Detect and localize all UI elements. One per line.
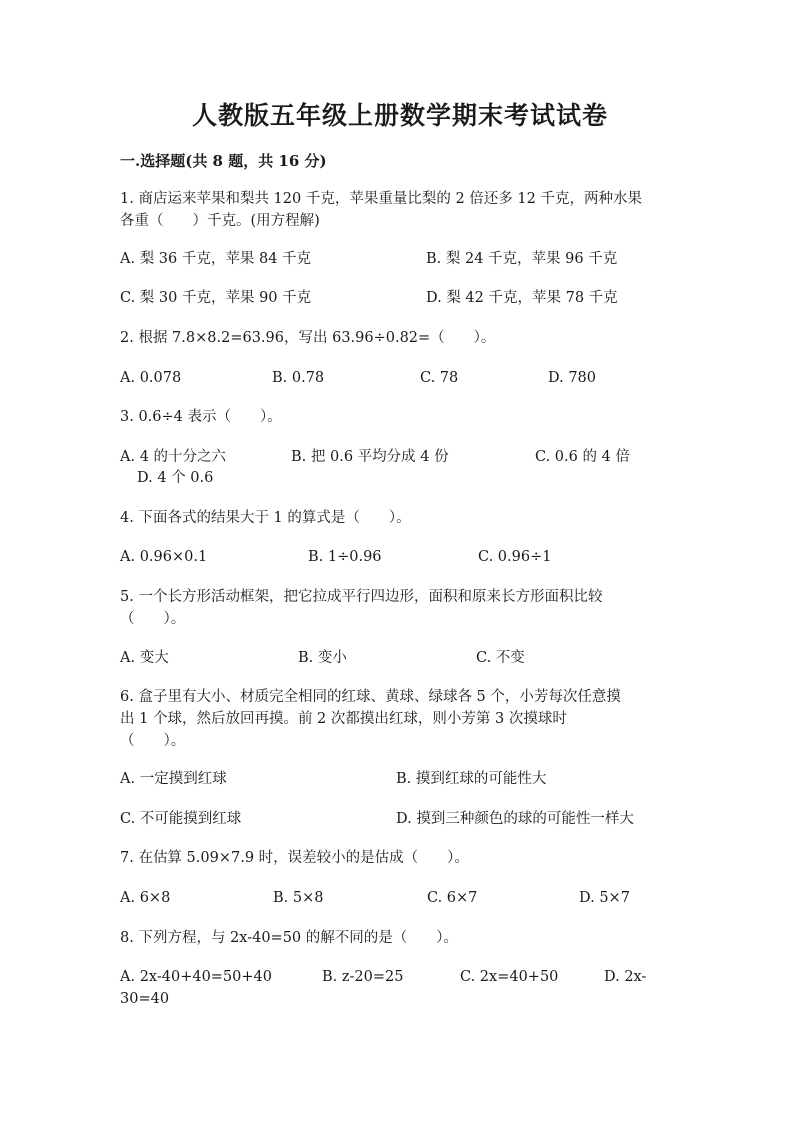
question-6-line-3: （ ）。 xyxy=(120,733,186,749)
question-7-option-b: B. 5×8 xyxy=(273,890,324,906)
question-8-option-a: A. 2x-40+40=50+40 xyxy=(120,969,272,985)
question-1-option-b: B. 梨 24 千克，苹果 96 千克 xyxy=(426,251,618,267)
question-2-option-c: C. 78 xyxy=(420,370,459,386)
question-8-option-b: B. z-20=25 xyxy=(322,969,404,985)
question-5-option-c: C. 不变 xyxy=(476,650,525,666)
question-1-line-2: 各重（ ）千克。(用方程解) xyxy=(120,213,320,229)
question-7-option-d: D. 5×7 xyxy=(579,890,630,906)
question-7-line-1: 7. 在估算 5.09×7.9 时，误差较小的是估成（ ）。 xyxy=(120,850,469,866)
question-3-option-a: A. 4 的十分之六 xyxy=(120,449,227,465)
question-5-line-1: 5. 一个长方形活动框架，把它拉成平行四边形，面积和原来长方形面积比较 xyxy=(120,589,603,605)
question-4-option-c: C. 0.96÷1 xyxy=(478,549,552,565)
question-2-option-b: B. 0.78 xyxy=(272,370,325,386)
question-2-option-d: D. 780 xyxy=(548,370,597,386)
question-5-line-2: （ ）。 xyxy=(120,611,186,627)
question-4-option-a: A. 0.96×0.1 xyxy=(120,549,208,565)
question-7-option-a: A. 6×8 xyxy=(120,890,171,906)
question-7-option-c: C. 6×7 xyxy=(427,890,478,906)
question-6-option-d: D. 摸到三种颜色的球的可能性一样大 xyxy=(396,811,634,827)
question-3-option-d: D. 4 个 0.6 xyxy=(137,470,214,486)
question-1-line-1: 1. 商店运来苹果和梨共 120 千克，苹果重量比梨的 2 倍还多 12 千克，两种水果 xyxy=(120,191,642,207)
question-2-line-1: 2. 根据 7.8×8.2=63.96，写出 63.96÷0.82=（ ）。 xyxy=(120,330,496,346)
question-8-option-c: C. 2x=40+50 xyxy=(460,969,559,985)
section-heading: 一.选择题(共 8 题，共 16 分) xyxy=(120,152,327,170)
question-1-option-a: A. 梨 36 千克，苹果 84 千克 xyxy=(120,251,312,267)
question-6-option-c: C. 不可能摸到红球 xyxy=(120,811,242,827)
question-6-option-a: A. 一定摸到红球 xyxy=(120,771,227,787)
question-8-line-1: 8. 下列方程，与 2x-40=50 的解不同的是（ ）。 xyxy=(120,930,459,946)
question-4-line-1: 4. 下面各式的结果大于 1 的算式是（ ）。 xyxy=(120,510,411,526)
question-6-line-2: 出 1 个球，然后放回再摸。前 2 次都摸出红球，则小芳第 3 次摸球时 xyxy=(120,711,567,727)
page-title: 人教版五年级上册数学期末考试试卷 xyxy=(191,101,608,130)
question-5-option-b: B. 变小 xyxy=(298,650,347,666)
question-3-option-b: B. 把 0.6 平均分成 4 份 xyxy=(291,449,449,465)
question-4-option-b: B. 1÷0.96 xyxy=(308,549,382,565)
question-8-option-d-continued: 30=40 xyxy=(120,991,170,1007)
question-5-option-a: A. 变大 xyxy=(120,650,169,666)
question-6-line-1: 6. 盒子里有大小、材质完全相同的红球、黄球、绿球各 5 个，小芳每次任意摸 xyxy=(120,689,621,705)
question-2-option-a: A. 0.078 xyxy=(120,370,182,386)
question-6-option-b: B. 摸到红球的可能性大 xyxy=(396,771,547,787)
question-1-option-c: C. 梨 30 千克，苹果 90 千克 xyxy=(120,290,312,306)
question-3-option-c: C. 0.6 的 4 倍 xyxy=(535,449,630,465)
question-8-option-d: D. 2x- xyxy=(604,969,647,985)
question-1-option-d: D. 梨 42 千克，苹果 78 千克 xyxy=(426,290,618,306)
question-3-line-1: 3. 0.6÷4 表示（ ）。 xyxy=(120,409,282,425)
